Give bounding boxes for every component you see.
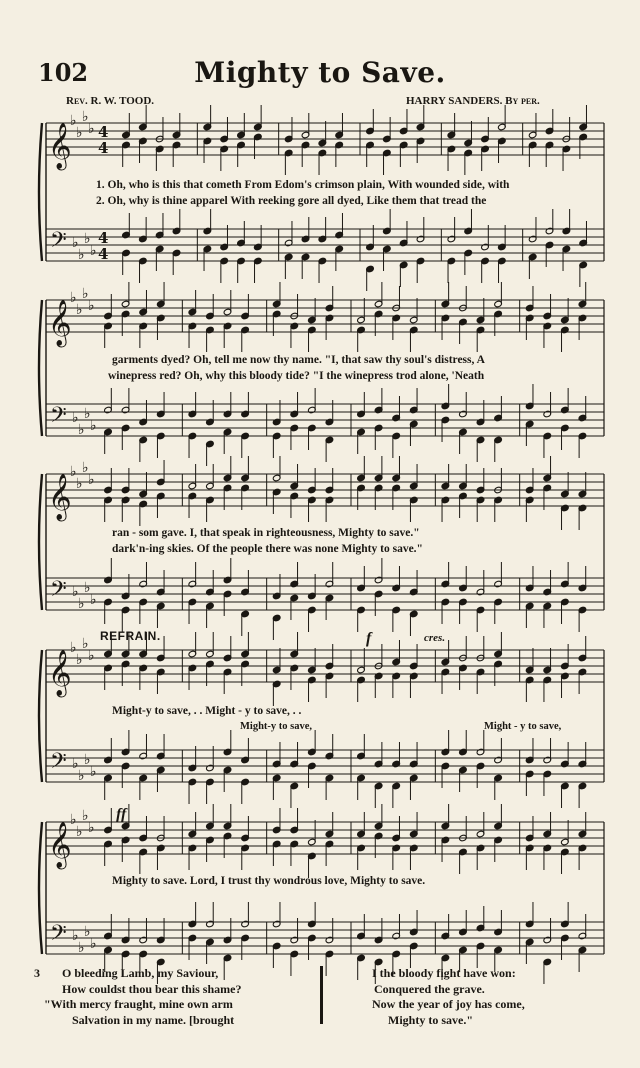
system3-brace	[39, 474, 42, 610]
system4-treble-key: ♭	[70, 640, 77, 656]
lyricist-credit: Rev. R. W. TOOD.	[66, 95, 155, 107]
system4-bass-key: ♭	[72, 756, 79, 772]
dynamic-fortissimo: ff	[116, 806, 127, 823]
dynamic-forte: f	[366, 630, 372, 647]
verse3-line: Conquered the grave.	[374, 981, 485, 996]
system3-treble-key: ♭	[88, 472, 95, 488]
system5-brace	[39, 822, 42, 954]
system2-verse2-lyric: winepress red? Oh, why this bloody tide? "I the winepress trod alone, 'Neath	[108, 370, 485, 382]
system5-treble-key: ♭	[82, 808, 89, 824]
system1-treble-key: ♭	[70, 113, 77, 129]
system4-bass-key: ♭	[78, 768, 85, 784]
composer-credit: HARRY SANDERS. By per.	[406, 95, 540, 107]
system5-bass-key: ♭	[72, 928, 79, 944]
system4-treble-key: ♭	[76, 652, 83, 668]
system5-bass-clef: 𝄢	[50, 921, 67, 951]
system1-brace	[39, 123, 42, 261]
system3-treble-key: ♭	[70, 464, 77, 480]
system2-bass-clef: 𝄢	[50, 403, 67, 433]
system1-verse1-lyric: 1. Oh, who is this that cometh From Edom's crimson plain, With wounded side, with	[96, 179, 510, 191]
system1-verse2-lyric: 2. Oh, why is thine apparel With reeking gore all dyed, Like them that tread the	[96, 195, 487, 207]
system1-bass-key: ♭	[90, 243, 97, 259]
system5-bass-key: ♭	[90, 936, 97, 952]
system1-bass-key: ♭	[84, 231, 91, 247]
system3-verse1-lyric: ran - som gave. I, that speak in righteousness, Mighty to save."	[112, 527, 420, 539]
system2-treble-key: ♭	[88, 298, 95, 314]
verse3-line: How couldst thou bear this shame?	[62, 981, 242, 996]
verse3-left-column	[34, 966, 242, 1028]
dynamic-crescendo: cres.	[424, 632, 446, 644]
system3-treble-key: ♭	[82, 460, 89, 476]
system1-time-bottom: 4	[98, 245, 109, 263]
hymn-title: Mighty to Save.	[194, 56, 446, 89]
system4-bass-clef: 𝄢	[50, 749, 67, 779]
system3-bass-key: ♭	[84, 580, 91, 596]
verse3-line: Mighty to save."	[388, 1012, 473, 1027]
system2-verse1-lyric: garments dyed? Oh, tell me now thy name. "I, that saw thy soul's distress, A	[112, 354, 485, 366]
system1-bass-clef: 𝄢	[50, 228, 67, 258]
refrain-treble-lyric: Might-y to save, . . Might - y to save, . .	[112, 705, 302, 717]
system3-bass-key: ♭	[78, 596, 85, 612]
system2-treble-key: ♭	[82, 286, 89, 302]
system1-treble-key: ♭	[88, 121, 95, 137]
system3-bass-key: ♭	[72, 584, 79, 600]
system1-treble-key: ♭	[82, 109, 89, 125]
system2-treble-clef: 𝄞	[48, 300, 72, 346]
verse3-right-column	[372, 966, 525, 1028]
system4-bass-key: ♭	[90, 764, 97, 780]
system2-brace	[39, 300, 42, 436]
system1-bass-key: ♭	[78, 247, 85, 263]
system1-treble-key: ♭	[76, 125, 83, 141]
system5-treble-key: ♭	[88, 820, 95, 836]
system5-bass-key: ♭	[84, 924, 91, 940]
system4-bass-key: ♭	[84, 752, 91, 768]
system4-brace	[39, 650, 42, 782]
system2-bass-key: ♭	[72, 410, 79, 426]
final-system-lyric: Mighty to save. Lord, I trust thy wondrous love, Mighty to save.	[112, 875, 426, 887]
verse3-number: 3	[34, 966, 40, 980]
verse3-line: "With mercy fraught, mine own arm	[44, 997, 233, 1011]
refrain-label: REFRAIN.	[100, 629, 161, 643]
system3-bass-clef: 𝄢	[50, 577, 67, 607]
system1-bass-key: ♭	[72, 235, 79, 251]
system3-verse2-lyric: dark'n-ing skies. Of the people there was none Mighty to save."	[112, 543, 423, 555]
system4-treble-key: ♭	[88, 648, 95, 664]
system2-treble-key: ♭	[70, 290, 77, 306]
system5-bass-key: ♭	[78, 940, 85, 956]
refrain-bass-lyric-2: Might - y to save,	[484, 721, 562, 732]
system4-treble-clef: 𝄞	[48, 650, 72, 696]
system1-time-bottom: 4	[98, 139, 109, 157]
system2-bass-key: ♭	[90, 418, 97, 434]
system3-treble-clef: 𝄞	[48, 474, 72, 520]
system4-treble-key: ♭	[82, 636, 89, 652]
system1-time-top: 4	[98, 123, 109, 141]
system3-treble-key: ♭	[76, 476, 83, 492]
system2-bass-key: ♭	[78, 422, 85, 438]
verse3-line: I the bloody fight have won:	[372, 966, 516, 980]
page-number: 102	[38, 58, 89, 87]
system5-treble-key: ♭	[70, 812, 77, 828]
system3-bass-key: ♭	[90, 592, 97, 608]
system2-bass-key: ♭	[84, 406, 91, 422]
refrain-bass-lyric-1: Might-y to save,	[240, 721, 313, 732]
system1-treble-clef: 𝄞	[48, 123, 72, 169]
system5-treble-clef: 𝄞	[48, 822, 72, 868]
verse3-divider	[320, 966, 323, 1024]
system2-treble-key: ♭	[76, 302, 83, 318]
system5-treble-key: ♭	[76, 824, 83, 840]
verse3-line: Now the year of joy has come,	[372, 997, 525, 1011]
verse3-line: Salvation in my name. [brought	[72, 1012, 235, 1027]
verse3-line: O bleeding Lamb, my Saviour,	[62, 966, 219, 980]
system1-time-top: 4	[98, 229, 109, 247]
